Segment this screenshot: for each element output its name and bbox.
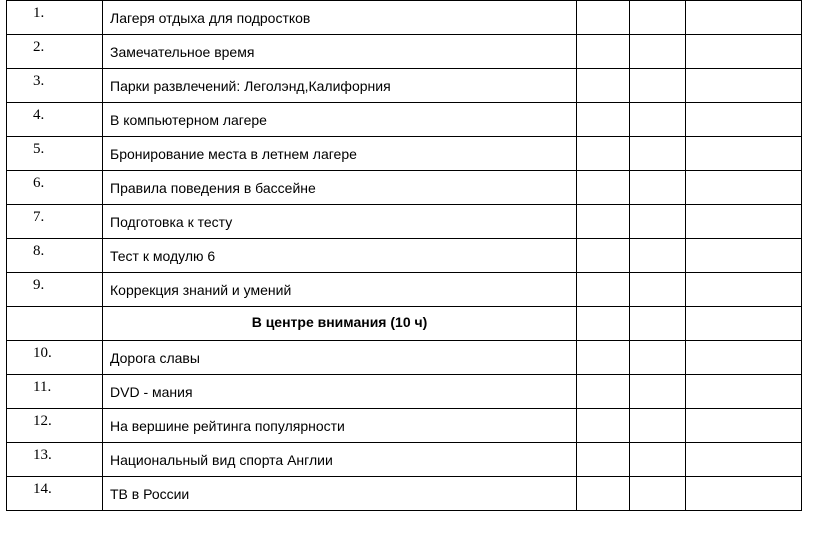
lesson-topic: На вершине рейтинга популярности: [103, 409, 577, 443]
lesson-number: 6.: [7, 171, 103, 205]
table-row: [7, 137, 802, 171]
empty-cell-date-plan: [630, 375, 686, 409]
empty-cell-hours: [577, 35, 630, 69]
lesson-topic: Парки развлечений: Леголэнд,Калифорния: [103, 69, 577, 103]
table-row: [7, 375, 802, 409]
empty-cell-date-fact: [686, 477, 802, 511]
empty-cell-date-plan: [630, 273, 686, 307]
lesson-plan-body: [7, 1, 802, 511]
empty-cell-date-fact: [686, 137, 802, 171]
lesson-topic: Тест к модулю 6: [103, 239, 577, 273]
lesson-number: 5.: [7, 137, 103, 171]
table-row: [7, 409, 802, 443]
section-row: [7, 307, 802, 341]
empty-cell-hours: [577, 103, 630, 137]
lesson-number: 8.: [7, 239, 103, 273]
table-row: [7, 171, 802, 205]
empty-cell-hours: [577, 171, 630, 205]
empty-cell-date-fact: [686, 171, 802, 205]
empty-cell-date-fact: [686, 103, 802, 137]
empty-cell-date-plan: [630, 409, 686, 443]
empty-cell-date-fact: [686, 239, 802, 273]
empty-cell-date-fact: [686, 307, 802, 341]
lesson-topic: Замечательное время: [103, 35, 577, 69]
lesson-number: 1.: [7, 1, 103, 35]
empty-cell-hours: [577, 307, 630, 341]
empty-cell-hours: [577, 341, 630, 375]
lesson-topic: Бронирование места в летнем лагере: [103, 137, 577, 171]
lesson-topic: Лагеря отдыха для подростков: [103, 1, 577, 35]
empty-cell-date-plan: [630, 443, 686, 477]
empty-cell-date-fact: [686, 409, 802, 443]
table-row: [7, 103, 802, 137]
empty-cell-date-plan: [630, 307, 686, 341]
lesson-topic: Подготовка к тесту: [103, 205, 577, 239]
lesson-number: 12.: [7, 409, 103, 443]
lesson-number: 13.: [7, 443, 103, 477]
empty-cell-date-plan: [630, 205, 686, 239]
empty-cell-date-plan: [630, 477, 686, 511]
table-row: [7, 273, 802, 307]
empty-cell-date-fact: [686, 375, 802, 409]
table-row: [7, 443, 802, 477]
empty-cell-date-fact: [686, 35, 802, 69]
table-row: [7, 35, 802, 69]
lesson-number: 7.: [7, 205, 103, 239]
lesson-topic: Национальный вид спорта Англии: [103, 443, 577, 477]
empty-cell-hours: [577, 239, 630, 273]
table-row: [7, 205, 802, 239]
empty-cell-date-plan: [630, 103, 686, 137]
empty-cell-date-fact: [686, 273, 802, 307]
empty-cell-hours: [577, 273, 630, 307]
lesson-topic: Дорога славы: [103, 341, 577, 375]
section-number-cell: [7, 307, 103, 341]
empty-cell-date-plan: [630, 137, 686, 171]
lesson-plan-table: [6, 0, 802, 511]
lesson-number: 11.: [7, 375, 103, 409]
empty-cell-date-fact: [686, 1, 802, 35]
empty-cell-date-plan: [630, 35, 686, 69]
table-row: [7, 69, 802, 103]
empty-cell-date-fact: [686, 69, 802, 103]
empty-cell-date-plan: [630, 69, 686, 103]
empty-cell-date-plan: [630, 341, 686, 375]
empty-cell-hours: [577, 69, 630, 103]
empty-cell-date-fact: [686, 205, 802, 239]
lesson-topic: Правила поведения в бассейне: [103, 171, 577, 205]
table-row: [7, 341, 802, 375]
lesson-number: 10.: [7, 341, 103, 375]
table-row: [7, 477, 802, 511]
lesson-number: 3.: [7, 69, 103, 103]
table-row: [7, 1, 802, 35]
empty-cell-date-fact: [686, 443, 802, 477]
lesson-topic: В компьютерном лагере: [103, 103, 577, 137]
empty-cell-hours: [577, 409, 630, 443]
lesson-topic: ТВ в России: [103, 477, 577, 511]
empty-cell-hours: [577, 375, 630, 409]
lesson-number: 9.: [7, 273, 103, 307]
lesson-topic: DVD - мания: [103, 375, 577, 409]
empty-cell-hours: [577, 443, 630, 477]
empty-cell-date-plan: [630, 1, 686, 35]
empty-cell-hours: [577, 477, 630, 511]
empty-cell-date-fact: [686, 341, 802, 375]
section-title: В центре внимания (10 ч): [103, 307, 577, 341]
empty-cell-date-plan: [630, 171, 686, 205]
lesson-number: 2.: [7, 35, 103, 69]
lesson-number: 14.: [7, 477, 103, 511]
lesson-topic: Коррекция знаний и умений: [103, 273, 577, 307]
empty-cell-date-plan: [630, 239, 686, 273]
empty-cell-hours: [577, 137, 630, 171]
empty-cell-hours: [577, 205, 630, 239]
empty-cell-hours: [577, 1, 630, 35]
lesson-number: 4.: [7, 103, 103, 137]
table-row: [7, 239, 802, 273]
